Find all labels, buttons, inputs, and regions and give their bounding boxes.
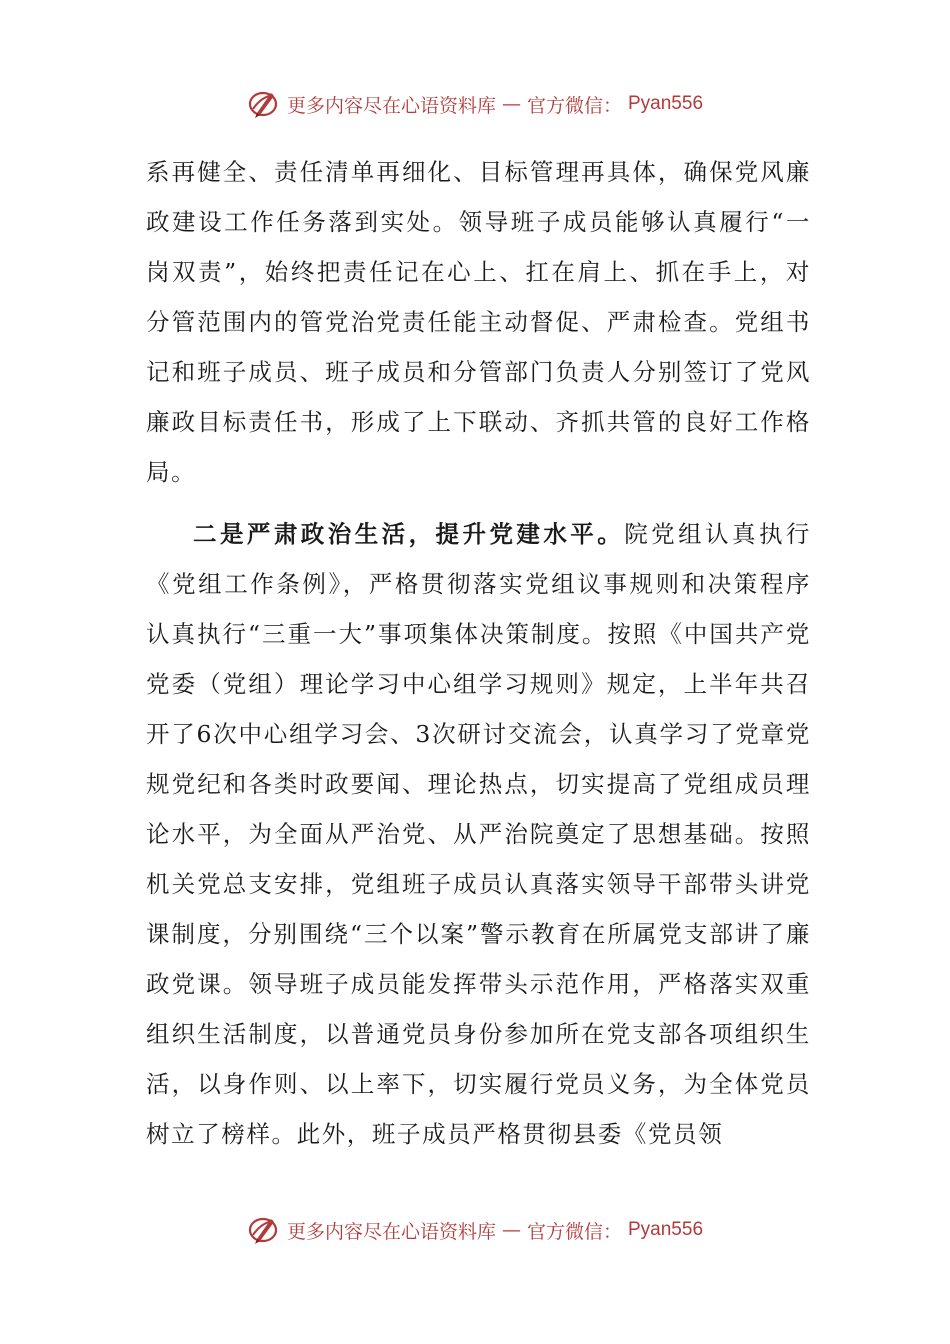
watermark-dash: — [501, 93, 521, 115]
watermark-wechat-label: 官方微信： [526, 94, 622, 117]
paragraph-2-lead: 二是严肃政治生活，提升党建水平。 [193, 520, 625, 548]
watermark-wechat-id: Pyan556 [628, 1219, 704, 1240]
watermark-wechat-label: 官方微信： [526, 1220, 622, 1243]
paragraph-2-body: 院党组认真执行《党组工作条例》，严格贯彻落实党组议事规则和决策程序认真执行“三重一大”事项集体决策制度。按照《中国共产党党委（党组）理论学习中心组学习规则》规定，上半年共召开了6次中心组学习会、3次研讨交流会，认真学习了党章党规党纪和各类时政要闻、理论热点，切实提高了党组成员理论水平，为全面从严治党、从严治院奠定了思想基础。按照机关党总支安排，党组班子成员认真落实领导干部带头讲党课制度，分别围绕“三个以案”警示教育在所属党支部讲了廉政党课。领导班子成员能发挥带头示范作用，严格落实双重组织生活制度，以普通党员身份参加所在党支部各项组织生活，以身作则、以上率下，切实履行党员义务，为全体党员树立了榜样。此外，班子成员严格贯彻县委《党员领 [146, 520, 811, 1148]
watermark-dash: — [501, 1219, 521, 1241]
document-body [146, 147, 811, 1171]
watermark-wechat-id: Pyan556 [628, 93, 704, 114]
pen-swirl-icon [247, 1213, 281, 1247]
footer-watermark [0, 1210, 950, 1250]
pen-swirl-icon [247, 87, 281, 121]
paragraph-2 [146, 509, 811, 1159]
watermark-site-text: 更多内容尽在心语资料库 [286, 94, 496, 117]
watermark-site-text: 更多内容尽在心语资料库 [286, 1220, 496, 1243]
paragraph-1: 系再健全、责任清单再细化、目标管理再具体，确保党风廉政建设工作任务落到实处。领导班子成员能够认真履行“一岗双责”，始终把责任记在心上、扛在肩上、抓在手上，对分管范围内的管党治党责任能主动督促、严肃检查。党组书记和班子成员、班子成员和分管部门负责人分别签订了党风廉政目标责任书，形成了上下联动、齐抓共管的良好工作格局。 [146, 158, 811, 486]
header-watermark [0, 84, 950, 124]
